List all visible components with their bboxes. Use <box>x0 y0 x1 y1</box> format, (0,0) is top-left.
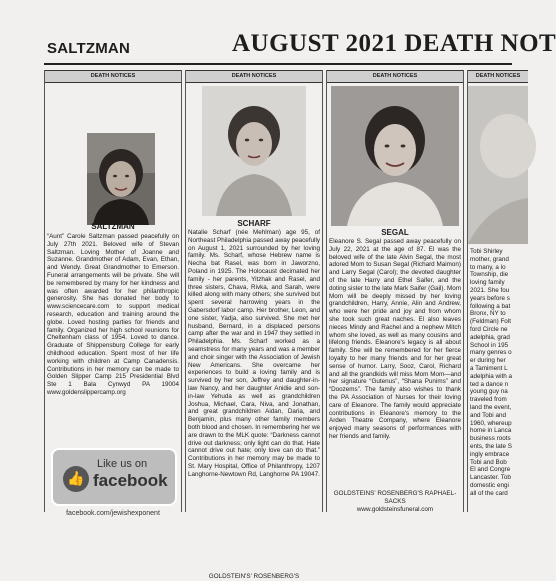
facebook-url[interactable]: facebook.com/jewishexponent <box>66 510 160 517</box>
portrait-photo-partial <box>468 86 528 244</box>
thumbs-up-icon: 👍 <box>63 466 89 492</box>
facebook-promo[interactable] <box>51 448 177 506</box>
section-label: DEATH NOTICES <box>327 70 463 83</box>
section-label: DEATH NOTICES <box>468 70 528 83</box>
decedent-name-saltzman: SALTZMAN <box>91 222 135 231</box>
obituary-text-partial: Tobi Shirley mother, grand to many, a lo Township, die loving family 2021. She fou years before s following a bat Bronx, NY to (Feldman) Folt ford Circle ne adelphia, grad School in 195 many genres o er during her a Tamiment L adelphia with a ted a dance n young guy na traveled from land the event, and Tobi and 1960, whereup home in Lanca business roots ents, the late S ingly embrace Tobi and Bob El and Congre Lancaster. Tob domestic engi all of the card <box>470 248 513 497</box>
header-rule <box>44 63 512 65</box>
funeral-home-signature: GOLDSTEIN'S' ROSENBERG'S <box>208 573 300 580</box>
portrait-photo-saltzman <box>87 133 155 225</box>
facebook-brand: facebook <box>93 471 168 490</box>
obituary-text-segal: Eleanore S. Segal passed away peacefully on July 22, 2021 at the age of 87. El was the beloved wife of the late Alvin Segal, the most adored Mom to Susan Segal (Richard Maimon) and Larry Segal (Carol); the devoted daughter of the late Harry and Ethel Saifer, and the doting sister to the late Mark Saifer (Gail). Mom Mom will be deeply missed by her loving grandchildren, Harry, Annie, Alin and Andrew, who were her pride and joy and from whom she took such great naches. El also leaves nieces Mindy and Rachel and a nephew Mitch whom she loved, as well as many cousins and lifelong friends. Eleanore's legacy is all about family. She will be remembered for her fierce loyalty to her many friends and for her great sense of humor. Larry, Sooz, Carol, Richard and all the grandkids will miss Mom Mom—and her signature “Gutenus”, “Shana Punims” and “Doozems”. The family also wishes to thank the PA Association of Nurses for their loving care of Eleanore. The family would appreciate contributions in Eleanore's memory to the Arden Theatre Company, where Eleanore enjoyed many seasons of performances with her friends and family. <box>329 238 461 440</box>
portrait-photo-segal <box>331 86 459 226</box>
obituary-column-partial <box>467 70 528 512</box>
decedent-name-segal: SEGAL <box>381 228 409 237</box>
funeral-home-url[interactable]: www.goldsteinsfuneral.com <box>356 506 434 513</box>
facebook-like-text: Like us on <box>97 458 148 470</box>
obituary-column-scharf <box>185 70 323 580</box>
section-label: DEATH NOTICES <box>186 70 322 83</box>
portrait-photo-scharf <box>202 86 306 216</box>
decedent-name-scharf: SCHARF <box>237 219 271 228</box>
obituary-text-saltzman: “Aunt” Carole Saltzman passed peacefully on July 27th 2021. Beloved wife of Stevan Saltzman. Loving Mother of Joanne and Suzanne. Grandmother of Adam, Evan, Ethan, and Wendy. Great Grandmother to Emerson. Funeral arrangements will be private. She will be remembered by many for her kindness and was often awarded for her philanthropic generosity. She has donated her body to www.sciencecare.com to support medical research, education and training around the globe. Loved hosting parties for friends and family. Organized her high school reunions for Cheltenham class of 1954. Loved to dance. Graduate of Shippensburg College for early childhood education. Spent most of her life working with children at Camp Canadensis. Contributions in her memory can be made to Golden Slipper Camp 215 Presidential Blvd Ste 1 Bala Cynwyd PA 19004 www.goldenslippercamp.org <box>47 233 179 396</box>
obituary-text-scharf: Natalie Scharf (née Mehlman) age 95, of Northeast Philadelphia passed away peacefully on August 1, 2021 surrounded by her loving family. Ms. Scharf, whose Hebrew name is Necha bat Rasel, was born in Jaworzno, Poland in 1925. The Holocaust decimated her family - her parents, Yitzhak and Rasel, and three sisters, Chava, Rivka, and Sarah, were killed along with many others; she survived but spent several harrowing years in the Gabersdorf labor camp. Her brother, Leon, and one sister, Yadja, also survived. She met her husband, Bernard, in a displaced persons camp after the war and in 1947 they settled in Philadelphia. Ms. Scharf worked as a seamstress for many years and was a member and choir singer with the Association of Jewish New Americans. She overcame her experiences to build a loving family and is survived by her son, Jeffrey and daughter-in-law Nancy, and her daughter Anidie and son-in-law Yehuda as well as grandchildren Joshua, Michael, Cara, Niva, and Jonathan, and great grandchildren Aidan, Daria, and Benjamin, plus many other family members both blood and chosen. In remembering her we are drawn to the MLK quote: “Darkness cannot drive out darkness; only light can do that. Hate cannot drive out hate; only love can do that.” Contributions in her memory may be made to St. Mary Hospital, Office of Philanthropy, 1207 Langhorne-Newtown Rd, Langhorne PA 19047. <box>188 229 320 478</box>
page-header-title: AUGUST 2021 DEATH NOT <box>232 30 556 57</box>
section-label: DEATH NOTICES <box>45 70 181 83</box>
obituary-column-saltzman <box>44 70 182 517</box>
funeral-home-signature: GOLDSTEINS' ROSENBERG'S RAPHAEL-SACKS <box>333 490 457 505</box>
page-header-family-name: SALTZMAN <box>47 40 130 57</box>
obituary-column-segal <box>326 70 464 512</box>
